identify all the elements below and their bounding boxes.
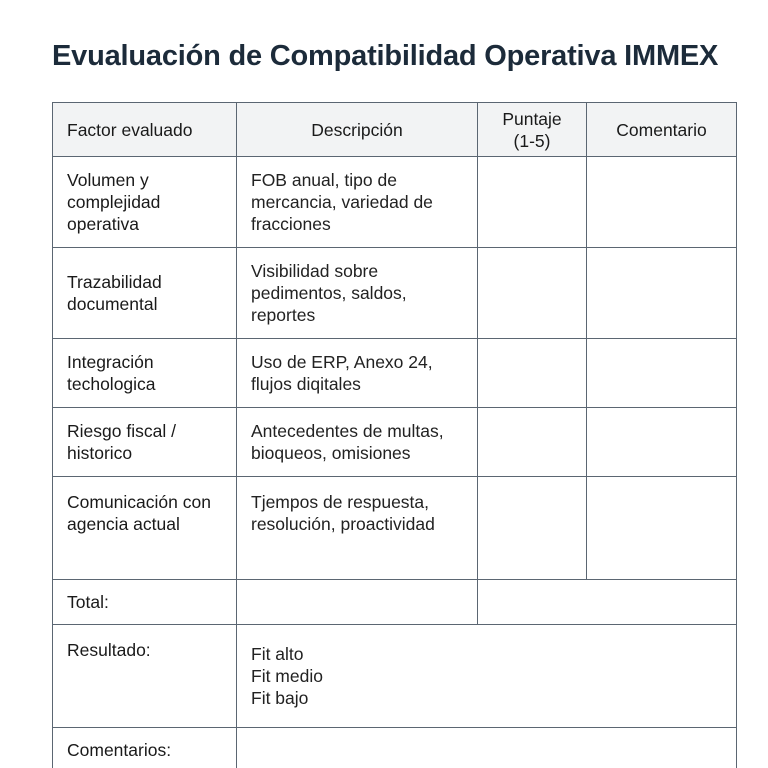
header-description: Descripción	[237, 103, 478, 157]
table-row	[53, 157, 737, 248]
header-comment: Comentario	[587, 103, 737, 157]
comment-cell[interactable]	[587, 157, 737, 248]
table-row	[53, 408, 737, 477]
factor-cell: Trazabilidad documental	[53, 248, 237, 339]
header-row	[53, 103, 737, 157]
total-label: Total:	[53, 580, 237, 625]
result-options-cell	[237, 625, 737, 728]
comments-row	[53, 728, 737, 768]
table-row	[53, 477, 737, 580]
factor-cell: Volumen y complejidad operativa	[53, 157, 237, 248]
result-option-fit-low[interactable]: Fit bajo	[251, 688, 309, 708]
score-cell[interactable]	[478, 408, 587, 477]
result-row	[53, 625, 737, 728]
comment-cell[interactable]	[587, 339, 737, 408]
factor-cell: Riesgo fiscal / historico	[53, 408, 237, 477]
score-cell[interactable]	[478, 157, 587, 248]
evaluation-table	[52, 102, 737, 768]
total-value-cell[interactable]	[237, 580, 478, 625]
result-option-fit-medium[interactable]: Fit medio	[251, 666, 323, 686]
table-row	[53, 339, 737, 408]
score-cell[interactable]	[478, 248, 587, 339]
total-extra-cell[interactable]	[478, 580, 737, 625]
description-cell: Tjempos de respuesta, resolución, proactividad	[237, 477, 478, 580]
header-score: Puntaje (1-5)	[478, 103, 587, 157]
description-cell: Antecedentes de multas, bioqueos, omisiones	[237, 408, 478, 477]
score-cell[interactable]	[478, 339, 587, 408]
result-label: Resultado:	[53, 625, 237, 728]
description-cell: Visibilidad sobre pedimentos, saldos, reportes	[237, 248, 478, 339]
table-row	[53, 248, 737, 339]
score-cell[interactable]	[478, 477, 587, 580]
factor-cell: Comunicación con agencia actual	[53, 477, 237, 580]
result-option-fit-high[interactable]: Fit alto	[251, 644, 304, 664]
comment-cell[interactable]	[587, 248, 737, 339]
comment-cell[interactable]	[587, 477, 737, 580]
page-title: Evualuación de Compatibilidad Operativa IMMEX	[52, 40, 719, 72]
comment-cell[interactable]	[587, 408, 737, 477]
description-cell: FOB anual, tipo de mercancia, variedad de fracciones	[237, 157, 478, 248]
total-row	[53, 580, 737, 625]
comments-value-cell[interactable]	[237, 728, 737, 768]
description-cell: Uso de ERP, Anexo 24, flujos diqitales	[237, 339, 478, 408]
factor-cell: Integración techologica	[53, 339, 237, 408]
header-factor: Factor evaluado	[53, 103, 237, 157]
comments-label: Comentarios:	[53, 728, 237, 768]
